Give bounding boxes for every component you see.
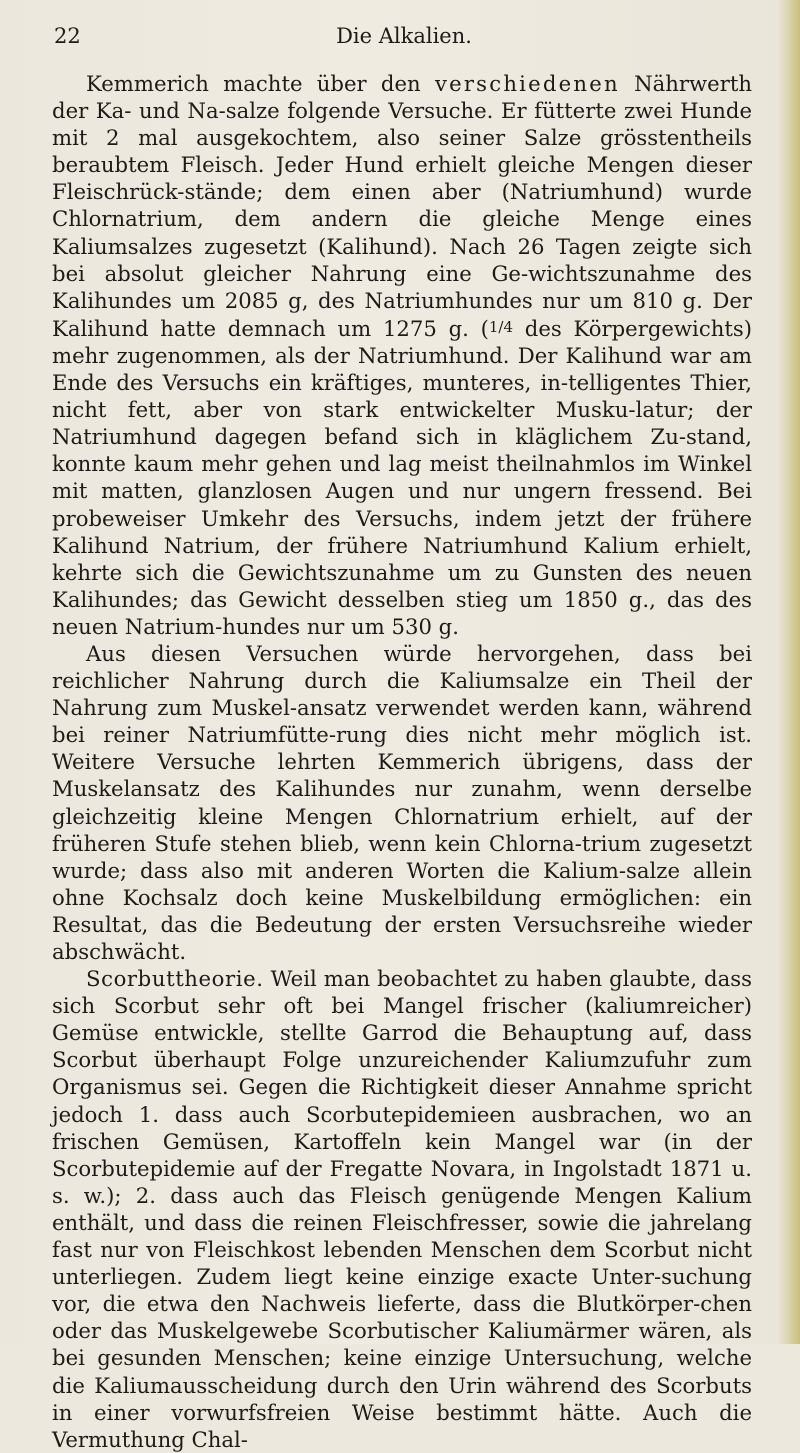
running-title: Die Alkalien. (336, 24, 472, 48)
paragraph-scorbut-theory (52, 965, 752, 1453)
paragraph-text: Nährwerth der Ka- und Na-salze folgende Versuche. Er fütterte zwei Hunde mit 2 mal ausgekochtem, also seiner Salze grösstentheils beraubtem Fleisch. Jeder Hund erhielt gleiche Mengen dieser Fleischrück-stände; dem einen aber (Natriumhund) wurde Chlornatrium, dem andern die gleiche Menge eines Kaliumsalzes zugesetzt (Kalihund). Nach 26 Tagen zeigte sich bei absolut gleicher Nahrung eine Ge-wichtszunahme des Kalihundes um 2085 g, des Natriumhundes nur um 810 g. Der Kalihund hatte demnach um 1275 g. ( (52, 71, 752, 341)
paragraph-kemmerich-experiment (52, 70, 752, 640)
page-header (54, 24, 754, 54)
body-text (52, 70, 752, 1453)
section-heading: Scorbuttheorie. (86, 966, 264, 992)
page-number: 22 (54, 24, 81, 48)
fraction: 1/4 (488, 317, 514, 336)
paragraph-conclusion: Aus diesen Versuchen würde hervorgehen, dass bei reichlicher Nahrung durch die Kaliumsalze ein Theil der Nahrung zum Muskel-ansatz verwendet werden kann, während bei reiner Natriumfütte-rung dies nicht mehr möglich ist. Weitere Versuche lehrten Kemmerich übrigens, dass der Muskelansatz des Kalihundes nur zunahm, wenn derselbe gleichzeitig kleine Mengen Chlornatrium erhielt, auf der früheren Stufe stehen blieb, wenn kein Chlorna-trium zugesetzt wurde; dass also mit anderen Worten die Kalium-salze allein ohne Kochsalz doch keine Muskelbildung ermöglichen: ein Resultat, das die Bedeutung der ersten Versuchsreihe wieder abschwächt. (52, 640, 752, 964)
page-edge-shadow (778, 0, 800, 1344)
paragraph-text: Weil man beobachtet zu haben glaubte, dass sich Scorbut sehr oft bei Mangel frischer (kaliumreicher) Gemüse entwickle, stellte Garrod die Behauptung auf, dass Scorbut überhaupt Folge unzureichender Kaliumzufuhr zum Organismus sei. Gegen die Richtigkeit dieser Annahme spricht jedoch 1. dass auch Scorbutepidemieen ausbrachen, wo an frischen Gemüsen, Kartoffeln kein Mangel war (in der Scorbutepidemie auf der Fregatte Novara, in Ingolstadt 1871 u. s. w.); 2. dass auch das Fleisch genügende Mengen Kalium enthält, und dass die reinen Fleischfresser, sowie die jahrelang fast nur von Fleischkost lebenden Menschen dem Scorbut nicht unterliegen. Zudem liegt keine einzige exacte Unter-suchung vor, die etwa den Nachweis lieferte, dass die Blutkörper-chen oder das Muskelgewebe Scorbutischer Kaliumärmer wären, als bei gesunden Menschen; keine einzige Untersuchung, welche die Kaliumausscheidung durch den Urin während des Scorbuts in einer vorwurfsfreien Weise bestimmt hätte. Auch die Vermuthung Chal- (52, 966, 752, 1452)
spaced-emphasis: verschiedenen (434, 71, 620, 96)
paragraph-text: Kemmerich machte über den (86, 71, 435, 96)
paragraph-text: des Körpergewichts) mehr zugenommen, als der Natriumhund. Der Kalihund war am Ende des Versuchs ein kräftiges, munteres, in-telligentes Thier, nicht fett, aber von stark entwickelter Musku-latur; der Natriumhund dagegen befand sich in kläglichem Zu-stand, konnte kaum mehr gehen und lag meist theilnahmlos im Winkel mit matten, glanzlosen Augen und nur ungern fressend. Bei probeweiser Umkehr des Versuchs, indem jetzt der frühere Kalihund Natrium, der frühere Natriumhund Kalium erhielt, kehrte sich die Gewichtszunahme um zu Gunsten des neuen Kalihundes; das Gewicht desselben stieg um 1850 g., das des neuen Natrium-hundes nur um 530 g. (52, 315, 752, 639)
